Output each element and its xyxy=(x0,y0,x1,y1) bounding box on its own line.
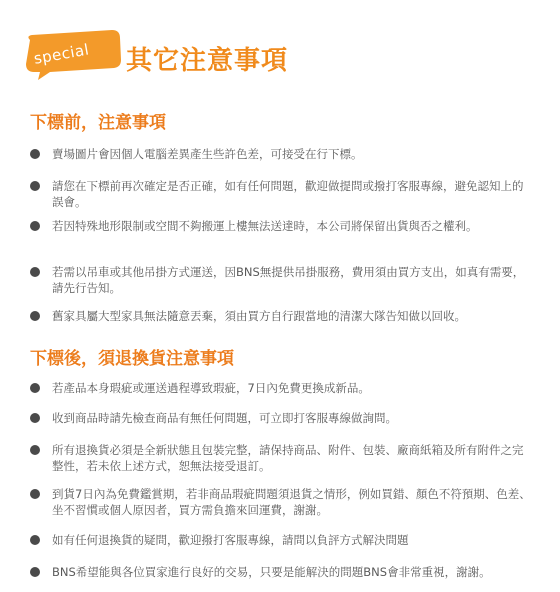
bullet-icon xyxy=(30,311,40,321)
section-title-before-bid: 下標前，注意事項 xyxy=(30,113,166,133)
list-item-text: 舊家具屬大型家具無法隨意丟棄，須由買方自行跟當地的清潔大隊告知做以回收。 xyxy=(52,309,466,323)
bullet-icon xyxy=(30,149,40,159)
list-item-text: 若因特殊地形限制或空間不夠搬運上樓無法送達時，本公司將保留出貨與否之權利。 xyxy=(52,219,478,233)
page-title: 其它注意事項 xyxy=(126,46,289,76)
bullet-icon xyxy=(30,535,40,545)
bullet-icon xyxy=(30,445,40,455)
bullet-icon xyxy=(30,181,40,191)
list-item-text: 賣場圖片會因個人電腦差異產生些許色差，可接受在行下標。 xyxy=(52,147,363,161)
bullet-icon xyxy=(30,567,40,577)
list-item-text: 到貨7日內為免費鑑賞期，若非商品瑕疵問題須退貨之情形，例如買錯、顏色不符預期、色差、坐不習慣或個人原因者，買方需負擔來回運費，謝謝。 xyxy=(52,487,531,517)
list-item-text: 收到商品時請先檢查商品有無任何問題，可立即打客服專線做詢問。 xyxy=(52,411,397,425)
list-item-text: 所有退換貨必須是全新狀態且包裝完整，請保持商品、附件、包裝、廠商紙箱及所有附件之完整性，若未依上述方式，恕無法接受退訂。 xyxy=(52,443,524,473)
bullet-icon xyxy=(30,489,40,499)
bullet-icon xyxy=(30,383,40,393)
list-item-text: BNS希望能與各位買家進行良好的交易，只要是能解決的問題BNS會非常重視，謝謝。 xyxy=(52,565,491,579)
list-item-text: 若需以吊車或其他吊掛方式運送，因BNS無提供吊掛服務，費用須由買方支出，如真有需要，請先行告知。 xyxy=(52,265,525,295)
header xyxy=(20,24,340,88)
list-item-text: 如有任何退換貨的疑問，歡迎撥打客服專線，請問以負評方式解決問題 xyxy=(52,533,409,547)
list-item-text: 請您在下標前再次確定是否正確，如有任何問題，歡迎做提問或撥打客服專線，避免認知上的誤會。 xyxy=(52,179,524,209)
list-item-text: 若產品本身瑕疵或運送過程導致瑕疵，7日內免費更換成新品。 xyxy=(52,381,370,395)
bullet-icon xyxy=(30,413,40,423)
bullet-icon xyxy=(30,267,40,277)
bullet-icon xyxy=(30,221,40,231)
special-badge xyxy=(20,30,124,80)
section-title-after-bid: 下標後，須退換貨注意事項 xyxy=(30,349,234,369)
badge-label: special xyxy=(32,40,91,68)
